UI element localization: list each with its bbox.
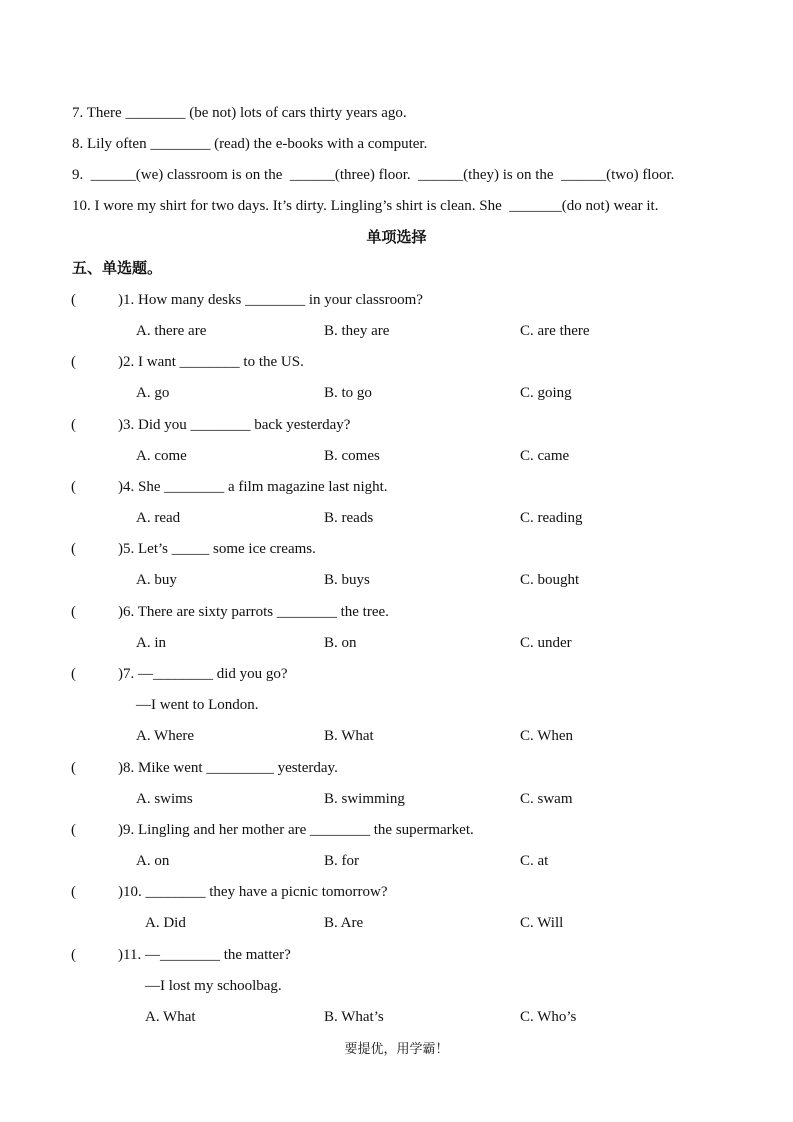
option-b: B. Are: [324, 915, 364, 931]
question-stem: )5. Let’s _____ some ice creams.: [118, 541, 316, 557]
option-c: C. swam: [520, 791, 573, 807]
page-footer: 要提优，用学霸！: [344, 1041, 449, 1056]
option-c: C. came: [520, 448, 570, 464]
answer-blank[interactable]: (: [71, 417, 76, 433]
question-stem: )6. There are sixty parrots ________ the tree.: [118, 604, 389, 620]
question-stem: )2. I want ________ to the US.: [118, 354, 304, 370]
question-stem: )8. Mike went _________ yesterday.: [118, 760, 338, 776]
option-c: C. Will: [520, 915, 564, 931]
answer-blank[interactable]: (: [71, 354, 76, 370]
answer-blank[interactable]: (: [71, 292, 76, 308]
option-b: B. swimming: [324, 791, 405, 807]
option-b: B. comes: [324, 448, 380, 464]
option-a: A. buy: [136, 572, 177, 588]
option-c: C. going: [520, 385, 572, 401]
section-heading: 五、单选题。: [72, 261, 163, 277]
option-b: B. What: [324, 728, 374, 744]
option-b: B. they are: [324, 323, 390, 339]
option-b: B. reads: [324, 510, 374, 526]
option-a: A. read: [136, 510, 181, 526]
answer-blank[interactable]: (: [71, 541, 76, 557]
option-b: B. on: [324, 635, 357, 651]
question-reply: —I lost my schoolbag.: [145, 978, 282, 994]
question-stem: )3. Did you ________ back yesterday?: [118, 417, 351, 433]
question-stem: )9. Lingling and her mother are ________ the supermarket.: [118, 822, 474, 838]
question-reply: —I went to London.: [136, 697, 259, 713]
question-stem: )4. She ________ a film magazine last night.: [118, 479, 388, 495]
answer-blank[interactable]: (: [71, 822, 76, 838]
option-c: C. Who’s: [520, 1009, 577, 1025]
option-c: C. bought: [520, 572, 580, 588]
option-a: A. there are: [136, 323, 207, 339]
answer-blank[interactable]: (: [71, 479, 76, 495]
section-title: 单项选择: [366, 230, 427, 246]
option-a: A. go: [136, 385, 170, 401]
option-c: C. under: [520, 635, 572, 651]
answer-blank[interactable]: (: [71, 884, 76, 900]
answer-blank[interactable]: (: [71, 604, 76, 620]
option-a: A. swims: [136, 791, 193, 807]
question-stem: )7. —________ did you go?: [118, 666, 288, 682]
fill-in-line: 10. I wore my shirt for two days. It’s dirty. Lingling’s shirt is clean. She _______(do not) wear it.: [72, 198, 659, 214]
option-c: C. reading: [520, 510, 583, 526]
option-a: A. in: [136, 635, 166, 651]
option-b: B. buys: [324, 572, 370, 588]
option-c: C. When: [520, 728, 574, 744]
option-b: B. to go: [324, 385, 372, 401]
fill-in-line: 7. There ________ (be not) lots of cars thirty years ago.: [72, 105, 407, 121]
option-a: A. Did: [145, 915, 186, 931]
fill-in-line: 8. Lily often ________ (read) the e-books with a computer.: [72, 136, 428, 152]
answer-blank[interactable]: (: [71, 947, 76, 963]
fill-in-line: 9. ______(we) classroom is on the ______(three) floor. ______(they) is on the ______(two) floor.: [72, 167, 675, 183]
question-stem: )11. —________ the matter?: [118, 947, 291, 963]
question-stem: )1. How many desks ________ in your classroom?: [118, 292, 423, 308]
question-stem: )10. ________ they have a picnic tomorrow?: [118, 884, 388, 900]
option-c: C. are there: [520, 323, 590, 339]
option-a: A. come: [136, 448, 187, 464]
answer-blank[interactable]: (: [71, 666, 76, 682]
option-b: B. for: [324, 853, 359, 869]
answer-blank[interactable]: (: [71, 760, 76, 776]
option-a: A. What: [145, 1009, 196, 1025]
option-a: A. Where: [136, 728, 195, 744]
option-b: B. What’s: [324, 1009, 384, 1025]
option-a: A. on: [136, 853, 170, 869]
option-c: C. at: [520, 853, 549, 869]
